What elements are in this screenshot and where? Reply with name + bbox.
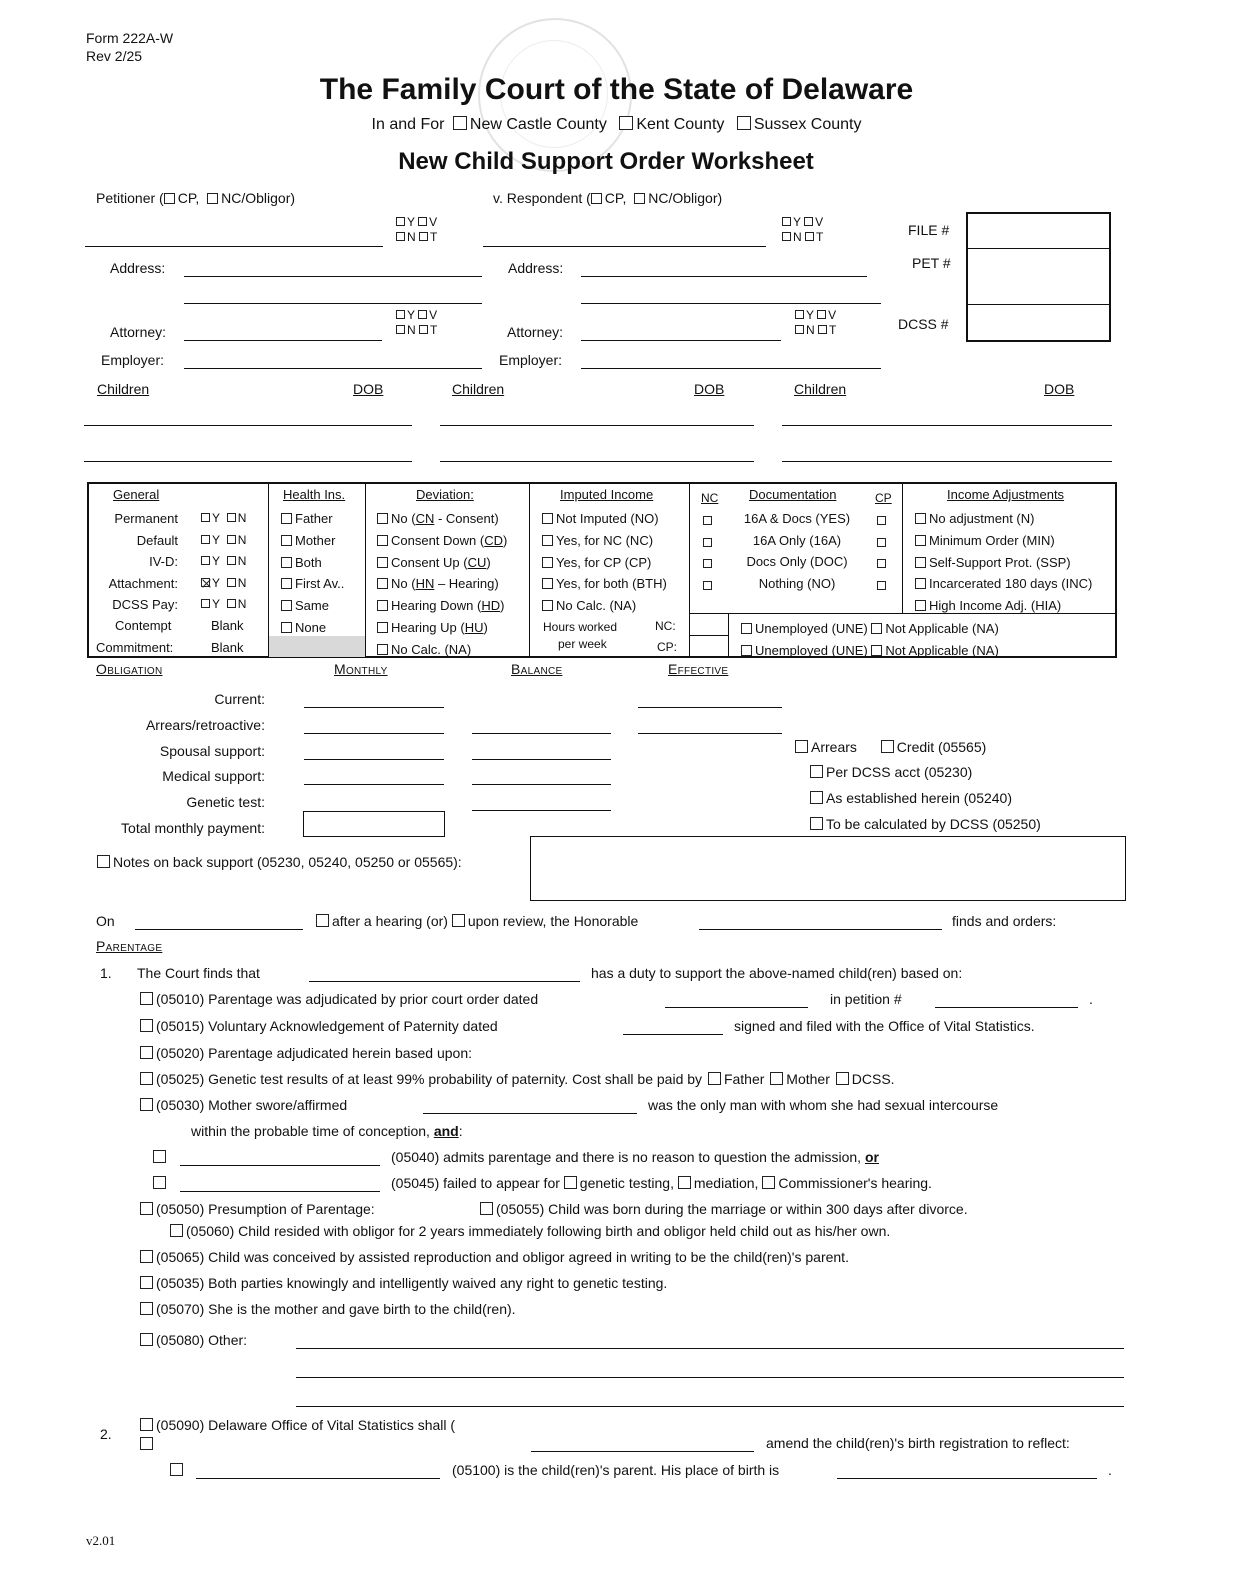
other-field-2[interactable] [296,1377,1124,1378]
hours-cp-input[interactable] [691,637,727,656]
respondent-yvnt-group: Y V N T [782,215,823,245]
respondent-address-field[interactable] [581,276,867,277]
dcss-number-input[interactable] [968,306,1109,340]
cp-not-applicable-checkbox[interactable] [871,645,882,656]
duty-to-support-label: has a duty to support the above-named child(ren) based on: [591,965,963,981]
t-checkbox[interactable] [419,325,428,334]
item-05080: (05080) Other: [140,1332,247,1348]
arrears-effective-field[interactable] [638,733,782,734]
worksheet-title: New Child Support Order Worksheet [398,148,814,175]
v-checkbox[interactable] [418,310,427,319]
t-checkbox[interactable] [419,232,428,241]
05010-checkbox[interactable] [140,992,153,1005]
item-05050: (05050) Presumption of Parentage: [140,1201,375,1217]
child-2-field[interactable] [440,425,754,426]
dob-header-1: DOB [353,381,384,397]
on-label: On [96,913,115,929]
health-ins-options: Father Mother Both First Av.. Same None [281,508,344,639]
per-dcss-checkbox[interactable] [810,765,823,778]
deviation-header: Deviation: [416,487,474,502]
arrears-checkbox[interactable] [795,740,808,753]
file-number-label: FILE # [908,222,950,238]
nc-not-applicable-checkbox[interactable] [871,623,882,634]
dcss-pay-n-checkbox[interactable] [227,599,236,608]
cp-unemployed-checkbox[interactable] [741,645,752,656]
mediation-checkbox[interactable] [678,1176,691,1189]
doc-cp-16a-checkbox[interactable] [877,538,886,547]
doc-cp-no-checkbox[interactable] [877,581,886,590]
v-checkbox[interactable] [817,310,826,319]
prior-order-date-field[interactable] [665,1007,808,1008]
item-05040: (05040) admits parentage and there is no reason to question the admission, or [391,1149,879,1165]
item-05015: (05015) Voluntary Acknowledgement of Paternity dated [140,1018,498,1034]
adj-ssp-checkbox[interactable] [915,557,926,568]
item-05100: (05100) is the child(ren)'s parent. His place of birth is [452,1462,780,1478]
item-05030: (05030) Mother swore/affirmed [140,1097,347,1113]
form-revision: Rev 2/25 [86,48,143,64]
acknowledgement-date-field[interactable] [623,1034,723,1035]
monthly-header: Monthly [334,661,388,677]
documentation-options: 16A & Docs (YES) 16A Only (16A) Docs Only (DOC) Nothing (NO) [743,511,851,591]
children-header-2: Children [452,381,505,397]
petitioner-employer-label: Employer: [101,352,165,368]
child-1-field[interactable] [84,425,412,426]
file-number-input[interactable] [968,214,1109,247]
default-n-checkbox[interactable] [227,535,236,544]
adj-none-checkbox[interactable] [915,513,926,524]
t-checkbox[interactable] [805,232,814,241]
pet-box-divider [966,304,1111,305]
other-field-3[interactable] [296,1406,1124,1407]
pet-number-input[interactable] [968,250,1109,303]
child-3-field[interactable] [782,425,1112,426]
05040-checkbox-wrap [153,1149,169,1165]
shaded-cell [269,636,365,657]
commissioner-hearing-checkbox[interactable] [762,1176,775,1189]
established-option: As established herein (05240) [810,790,1012,806]
cost-dcss-checkbox[interactable] [836,1072,849,1085]
contempt-label: Contempt [115,618,172,633]
item-05045: (05045) failed to appear for genetic testing, mediation, Commissioner's hearing. [391,1175,932,1191]
imputed-na-checkbox[interactable] [542,600,553,611]
credit-checkbox[interactable] [881,740,894,753]
grid-divider [689,635,728,636]
deviation-na-checkbox[interactable] [377,644,388,655]
doc-nc-yes-checkbox[interactable] [703,516,712,525]
health-ins-header: Health Ins. [283,487,346,502]
default-y-checkbox[interactable] [201,535,210,544]
file-box-divider [966,248,1111,249]
only-man-label: was the only man with whom she had sexual intercourse [648,1097,999,1113]
item-05065: (05065) Child was conceived by assisted reproduction and obligor agreed in writing to be the child(ren)'s parent. [140,1249,849,1265]
kent-checkbox[interactable] [619,116,633,130]
deviation-hd-checkbox[interactable] [377,600,388,611]
hours-nc-input[interactable] [691,615,727,634]
cost-father-checkbox[interactable] [708,1072,721,1085]
respondent-attorney-yvnt-group: Y V N T [795,308,836,338]
total-label: Total monthly payment: [121,820,265,836]
commitment-value: Blank [211,640,244,655]
adj-inc-checkbox[interactable] [915,578,926,589]
commitment-label: Commitment: [96,640,174,655]
child-4-field[interactable] [84,461,412,462]
health-both-checkbox[interactable] [281,557,292,568]
05015-checkbox[interactable] [140,1019,153,1032]
documentation-cp-header: CP [875,491,892,505]
petitioner-cp-checkbox[interactable] [164,193,175,204]
05090-second-checkbox-wrap [140,1436,156,1452]
05070-checkbox[interactable] [140,1302,153,1315]
05045-checkbox[interactable] [153,1176,166,1189]
respondent-employer-field[interactable] [581,368,881,369]
form-number: Form 222A-W [86,30,174,46]
general-header: General [113,487,160,502]
imputed-cp-checkbox[interactable] [542,557,553,568]
item-05020: (05020) Parentage adjudicated herein based upon: [140,1045,472,1061]
documentation-header: Documentation [749,487,837,502]
y-checkbox[interactable] [795,310,804,319]
place-of-birth-field[interactable] [837,1478,1097,1479]
new-castle-checkbox[interactable] [453,116,467,130]
doc-cp-yes-checkbox[interactable] [877,516,886,525]
y-checkbox[interactable] [396,310,405,319]
per-week-label: per week [558,637,607,651]
health-mother-checkbox[interactable] [281,535,292,546]
deviation-cn-checkbox[interactable] [377,513,388,524]
doc-nc-16a-checkbox[interactable] [703,538,712,547]
attachment-y-checkbox-checked[interactable] [201,578,210,587]
arrears-balance-field[interactable] [472,733,611,734]
documentation-cp-checkboxes [877,510,888,596]
petitioner-nc-checkbox[interactable] [207,193,218,204]
item-05090: (05090) Delaware Office of Vital Statistics shall ( [140,1417,455,1433]
item-05035: (05035) Both parties knowingly and intelligently waived any right to genetic testing. [140,1275,667,1291]
05100-checkbox-wrap [170,1462,186,1478]
respondent-attorney-label: Attorney: [507,324,564,340]
grid-divider [365,482,366,658]
05020-checkbox[interactable] [140,1046,153,1059]
grid-divider [728,613,729,658]
grid-divider [902,482,903,614]
adj-hia-checkbox[interactable] [915,600,926,611]
item-05055: (05055) Child was born during the marriage or within 300 days after divorce. [480,1201,968,1217]
respondent-attorney-field[interactable] [581,340,781,341]
dcss-number-label: DCSS # [898,316,949,332]
petitioner-yvnt-group: Y V N T [396,215,437,245]
health-first-available-checkbox[interactable] [281,578,292,589]
sworn-man-name-field[interactable] [423,1113,637,1114]
parent-name-field[interactable] [196,1478,440,1479]
grid-divider [689,482,690,658]
respondent-label: v. Respondent ( CP, NC/Obligor) [493,190,723,206]
signed-filed-label: signed and filed with the Office of Vital Statistics. [734,1018,1035,1034]
judge-name-field[interactable] [699,929,942,930]
dob-header-3: DOB [1044,381,1075,397]
hours-cp-label: CP: [657,640,678,654]
05045-checkbox-wrap [153,1175,169,1191]
current-effective-field[interactable] [638,707,782,708]
admitting-party-field[interactable] [180,1165,380,1166]
05050-checkbox[interactable] [140,1202,153,1215]
effective-header: Effective [668,661,729,677]
genetic-testing-checkbox[interactable] [564,1176,577,1189]
notes-checkbox[interactable] [97,855,110,868]
imputed-both-checkbox[interactable] [542,578,553,589]
dob-header-2: DOB [694,381,725,397]
general-yn-checkboxes: Y N Y N Y N Y N Y N [201,508,246,616]
t-checkbox[interactable] [818,325,827,334]
respondent-employer-label: Employer: [499,352,563,368]
deviation-hn-checkbox[interactable] [377,578,388,589]
hours-nc-label: NC: [655,619,676,633]
item-05010: (05010) Parentage was adjudicated by prior court order dated [140,991,538,1007]
calculated-option: To be calculated by DCSS (05250) [810,816,1041,832]
finds-orders-label: finds and orders: [952,913,1057,929]
genetic-label: Genetic test: [186,794,265,810]
petitioner-address-label: Address: [110,260,166,276]
child-6-field[interactable] [782,461,1112,462]
respondent-name-field[interactable] [483,246,766,247]
permanent-n-checkbox[interactable] [227,513,236,522]
petition-number-field[interactable] [935,1007,1078,1008]
documentation-nc-header: NC [701,491,719,505]
imputed-income-options: Not Imputed (NO) Yes, for NC (NC) Yes, for CP (CP) Yes, for both (BTH) No Calc. (NA) [542,508,667,617]
employment-status-options: Unemployed (UNE) Not Applicable (NA) Unemployed (UNE) Not Applicable (NA) [741,618,999,662]
n-checkbox[interactable] [795,325,804,334]
y-checkbox[interactable] [396,217,405,226]
deviation-cd-checkbox[interactable] [377,535,388,546]
dcss-pay-y-checkbox[interactable] [201,599,210,608]
children-header-3: Children [794,381,847,397]
conception-label: within the probable time of conception, and: [191,1123,463,1139]
per-dcss-option: Per DCSS acct (05230) [810,764,972,780]
upon-review-checkbox[interactable] [452,914,465,927]
children-header-1: Children [97,381,150,397]
n-checkbox[interactable] [396,325,405,334]
doc-nc-no-checkbox[interactable] [703,581,712,590]
05025-checkbox[interactable] [140,1072,153,1085]
petitioner-attorney-yvnt-group: Y V N T [396,308,437,338]
n-checkbox[interactable] [782,232,791,241]
child-5-field[interactable] [440,461,754,462]
hearing-type-options: after a hearing (or) upon review, the Honorable [316,913,638,929]
established-herein-checkbox[interactable] [810,791,823,804]
item-2-number: 2. [100,1426,112,1442]
other-field-1[interactable] [296,1348,1124,1349]
05055-checkbox[interactable] [480,1202,493,1215]
petitioner-attorney-field[interactable] [184,340,382,341]
attachment-n-checkbox[interactable] [227,578,236,587]
version-label: v2.01 [86,1533,116,1548]
05090-checkbox[interactable] [140,1418,153,1431]
respondent-address-field-2[interactable] [581,303,881,304]
amend-label: amend the child(ren)'s birth registration to reflect: [766,1435,1070,1451]
v-checkbox[interactable] [804,217,813,226]
hours-worked-label: Hours worked [543,620,618,634]
obligor-name-field[interactable] [309,981,580,982]
grid-divider [529,482,530,658]
arrears-credit-options: Arrears Credit (05565) [795,739,986,755]
petitioner-label: Petitioner ( CP, NC/Obligor) [96,190,296,206]
respondent-address-label: Address: [508,260,564,276]
spousal-monthly-field[interactable] [304,759,444,760]
in-petition-label: in petition # [830,991,902,1007]
petitioner-name-field[interactable] [85,246,383,247]
current-monthly-field[interactable] [304,707,444,708]
petitioner-address-field-2[interactable] [184,303,482,304]
05080-checkbox[interactable] [140,1333,153,1346]
05065-checkbox[interactable] [140,1250,153,1263]
item-05070: (05070) She is the mother and gave birth to the child(ren). [140,1301,516,1317]
05090-option-checkbox[interactable] [140,1437,153,1450]
05100-checkbox[interactable] [170,1463,183,1476]
income-adjustments-header: Income Adjustments [947,487,1065,502]
court-finds-label: The Court finds that [137,965,260,981]
permanent-y-checkbox[interactable] [201,513,210,522]
imputed-income-header: Imputed Income [560,487,654,502]
imputed-nc-checkbox[interactable] [542,535,553,546]
total-monthly-payment-field[interactable] [303,811,445,837]
documentation-nc-checkboxes [703,510,714,596]
petitioner-employer-field[interactable] [184,368,482,369]
y-checkbox[interactable] [782,217,791,226]
respondent-cp-checkbox[interactable] [591,193,602,204]
item-05060: (05060) Child resided with obligor for 2 years immediately following birth and obligor held child out as his/her own. [170,1223,890,1239]
calculated-by-dcss-checkbox[interactable] [810,817,823,830]
05035-checkbox[interactable] [140,1276,153,1289]
parentage-header: Parentage [96,938,163,954]
income-adjustments-options: No adjustment (N) Minimum Order (MIN) Self-Support Prot. (SSP) Incarcerated 180 days (INC) High Income Adj. (HIA) [915,508,1092,617]
spousal-label: Spousal support: [159,743,265,759]
deviation-hu-checkbox[interactable] [377,622,388,633]
deviation-options: No (CN - Consent) Consent Down (CD) Consent Up (CU) No (HN – Hearing) Hearing Down (HD) Hearing Up (HU) No Calc. (NA) [377,508,507,661]
ivd-y-checkbox[interactable] [201,556,210,565]
sussex-checkbox[interactable] [737,116,751,130]
arrears-monthly-field[interactable] [304,733,444,734]
item-1-number: 1. [100,965,112,981]
n-checkbox[interactable] [396,232,405,241]
05030-checkbox[interactable] [140,1098,153,1111]
county-selector: In and For New Castle County Kent County Sussex County [371,116,862,133]
ivd-n-checkbox[interactable] [227,556,236,565]
cost-mother-checkbox[interactable] [770,1072,783,1085]
balance-header: Balance [511,661,563,677]
vital-statistics-field[interactable] [531,1451,754,1452]
obligation-header: Obligation [96,661,163,677]
end-period: . [1108,1462,1112,1478]
health-none-checkbox[interactable] [281,622,292,633]
spousal-balance-field[interactable] [472,759,611,760]
health-father-checkbox[interactable] [281,513,292,524]
after-hearing-checkbox[interactable] [316,914,329,927]
petitioner-address-field[interactable] [184,276,482,277]
failed-party-field[interactable] [180,1191,380,1192]
05060-checkbox[interactable] [170,1224,183,1237]
imputed-no-checkbox[interactable] [542,513,553,524]
medical-label: Medical support: [162,768,265,784]
health-same-checkbox[interactable] [281,600,292,611]
item-05025: (05025) Genetic test results of at least 99% probability of paternity. Cost shall be paid by Father Mother DCSS. [140,1071,895,1087]
doc-nc-doc-checkbox[interactable] [703,559,712,568]
grid-divider [268,482,269,658]
respondent-nc-checkbox[interactable] [634,193,645,204]
doc-cp-doc-checkbox[interactable] [877,559,886,568]
arrears-label: Arrears/retroactive: [145,717,265,733]
medical-balance-field[interactable] [472,784,611,785]
pet-number-label: PET # [912,255,951,271]
period: . [1089,991,1093,1007]
v-checkbox[interactable] [418,217,427,226]
notes-on-back-support: Notes on back support (05230, 05240, 05250 or 05565): [97,854,462,870]
adj-min-checkbox[interactable] [915,535,926,546]
nc-unemployed-checkbox[interactable] [741,623,752,634]
petitioner-attorney-label: Attorney: [110,324,167,340]
contempt-value: Blank [211,618,244,633]
notes-textarea[interactable] [530,836,1126,901]
genetic-balance-field[interactable] [472,810,611,811]
current-label: Current: [214,691,265,707]
05040-checkbox[interactable] [153,1150,166,1163]
deviation-cu-checkbox[interactable] [377,557,388,568]
hearing-date-field[interactable] [135,929,303,930]
general-labels: Permanent Default IV-D: Attachment: DCSS Pay: [108,511,178,612]
court-title: The Family Court of the State of Delaware [319,73,914,106]
medical-monthly-field[interactable] [304,784,444,785]
